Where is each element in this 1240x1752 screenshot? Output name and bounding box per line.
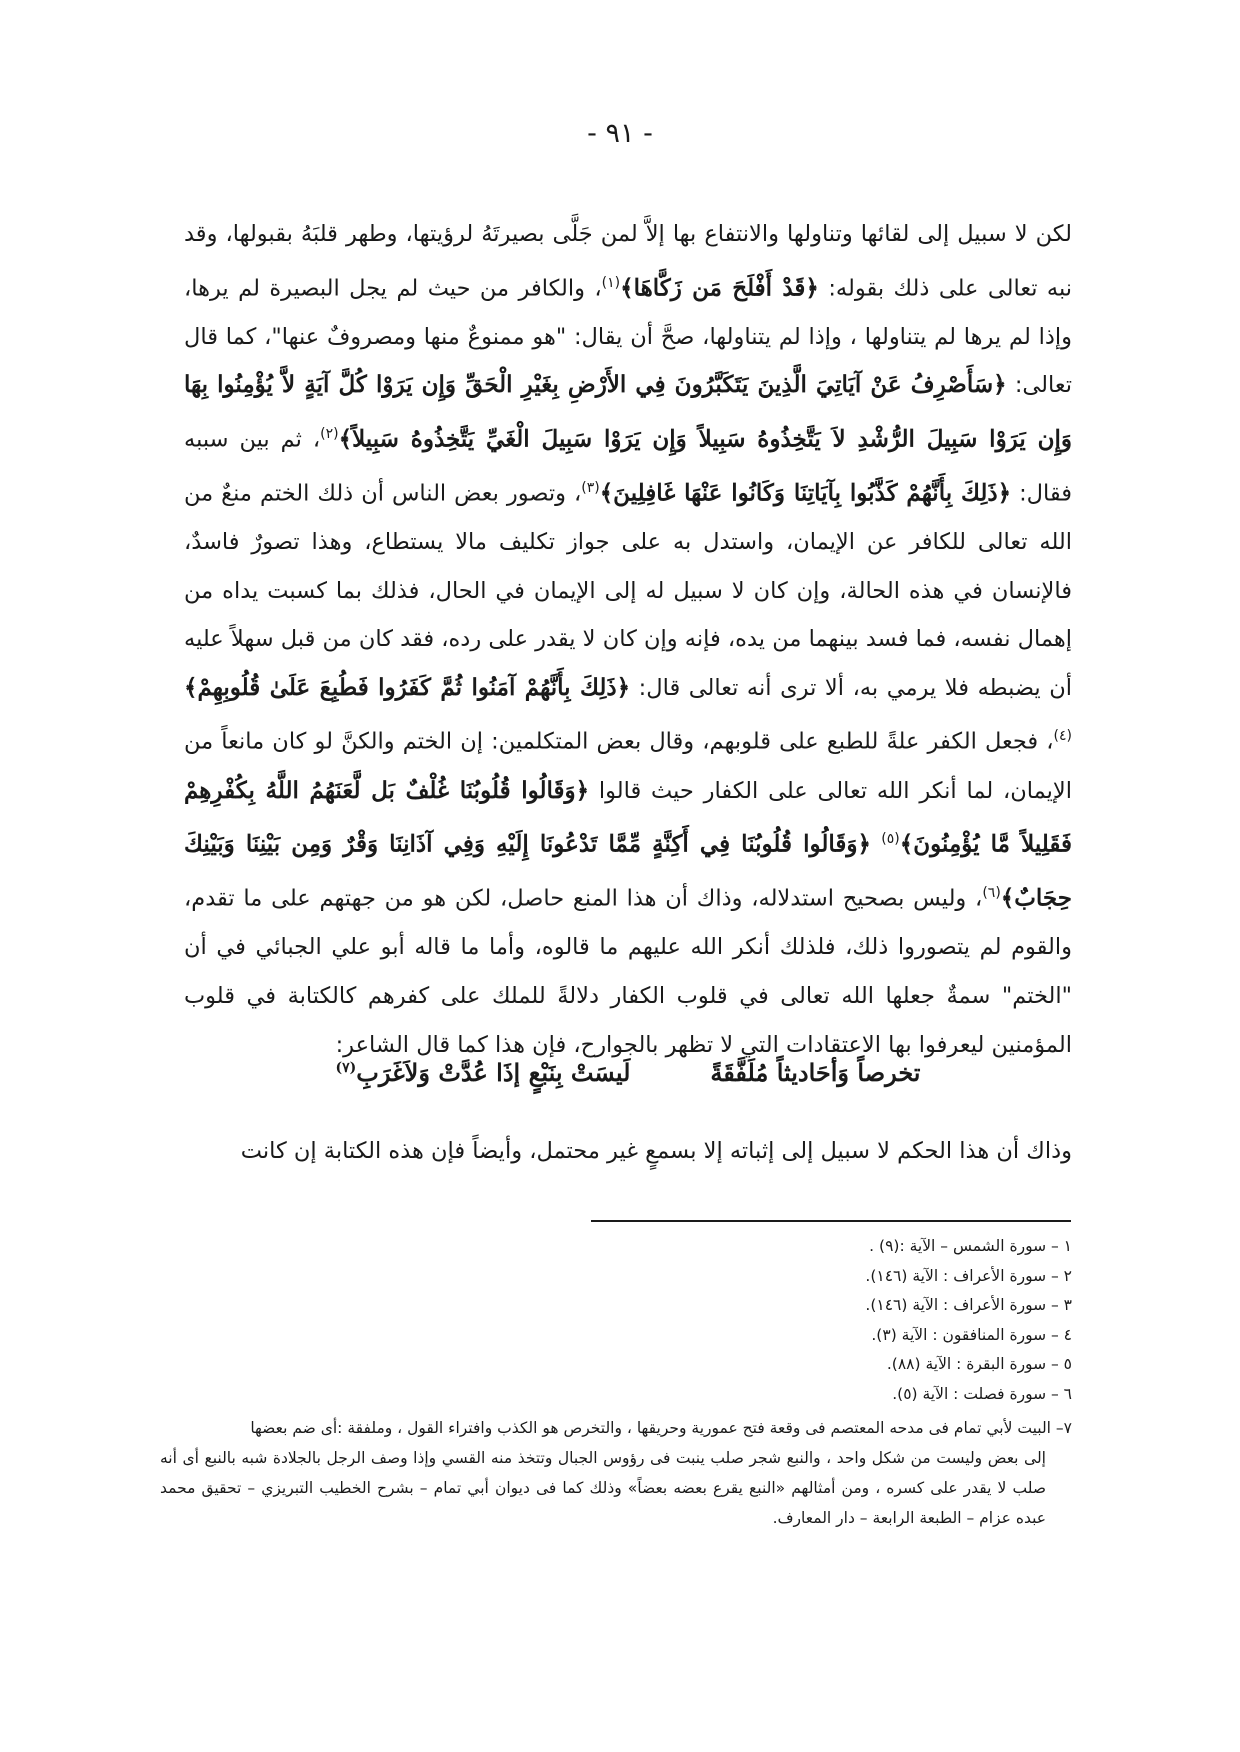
footnote-7-continuation: إلى بعض وليست من شكل واحد ، والنبع شجر صلب ينبت فى رؤوس الجبال وتتخذ منه القسي وإذا وصف الرجل بالجلادة شبه بالنبع أى أنه صلب لا يقدر على كسره ، ومن أمثالهم «النبع يقرع بعضه بعضاً» وذلك كما فى ديوان أبي تمام – بشرح الخطيب التبريزي – تحقيق محمد عبده عزام – الطبعة الرابعة – دار المعارف. xyxy=(160,1449,1046,1527)
poem-hemistich-first: تخرصاً وَأحَاديثاً مُلَفَّقَةً xyxy=(710,1058,921,1087)
page-number: - ٩١ - xyxy=(587,118,653,149)
continuation-line: وذاك أن هذا الحكم لا سبيل إلى إثباته إلا بسمعٍ غير محتمل، وأيضاً فإن هذه الكتابة إن كانت xyxy=(240,1138,1072,1164)
poem-couplet xyxy=(184,1058,1072,1087)
footnote-ref: (٢) xyxy=(320,425,339,442)
text-segment: ، وليس بصحيح استدلاله، وذاك أن هذا المنع حاصل، لكن هو من جهتهم على ما تقدم، والقوم لم يتصوروا ذلك، فلذلك أنكر الله عليهم ما قالوه، وأما ما قاله أبو علي الجبائي في أن "الختم" سمةٌ جعلها الله تعالى في قلوب الكفار دلالةً للملك على كفرهم كالكتابة في قلوب المؤمنين ليعرفوا بها الاعتقادات التي لا تظهر بالجوارح، فإن هذا كما قال الشاعر: xyxy=(184,885,1072,1058)
footnote-separator xyxy=(591,1220,1071,1222)
poem-hemistich-second-wrap xyxy=(336,1058,631,1087)
poem-hemistich-second: لَيسَتْ بِنَبْعٍ إذَا عُدَّتْ وَلاَغَرَبِ xyxy=(356,1058,631,1087)
text-segment: ، فجعل الكفر علةً للطبع على قلوبهم، وقال بعض المتكلمين: إن الختم والكنَّ لو كان مانعاً من الإيمان، لما أنكر الله تعالى على الكفار حيث قالوا xyxy=(184,728,1072,804)
footnotes xyxy=(160,1232,1072,1533)
quran-quote: ﴿وَقَالُوا قُلُوبُنَا فِي أَكِنَّةٍ مِّمَّا تَدْعُونَا إِلَيْهِ وَفِي آذَانِنَا وَقْرٌ وَمِن بَيْنِنَا وَبَيْنِكَ حِجَابٌ﴾ xyxy=(184,830,1072,912)
quran-quote: ﴿ذَلِكَ بِأَنَّهُمْ آمَنُوا ثُمَّ كَفَرُوا فَطُبِعَ عَلَىٰ قُلُوبِهِمْ﴾ xyxy=(184,673,631,701)
text-segment: ، والكافر من حيث لم يجل البصيرة لم يرها، وإذا لم يرها لم يتناولها ، وإذا لم يتناولها، صحَّ أن يقال: "هو ممنوعٌ منها ومصروفٌ عنها"، كما قال تعالى: xyxy=(184,275,1072,399)
footnote-item: ١ – سورة الشمس – الآية :(٩) . xyxy=(869,1237,1072,1255)
main-paragraph xyxy=(184,210,1072,1069)
footnote-item: ٦ – سورة فصلت : الآية (٥). xyxy=(892,1384,1072,1403)
footnote-7-first-line: ٧– البيت لأبي تمام فى مدحه المعتصم فى وقعة فتح عمورية وحريقها ، والتخرص هو الكذب وافتراء القول ، وملفقة :أى ضم بعضها xyxy=(250,1419,1072,1437)
footnote-item: ٥ – سورة البقرة : الآية (٨٨). xyxy=(886,1355,1072,1373)
quran-quote: ﴿ذَلِكَ بِأَنَّهُمْ كَذَّبُوا بِآيَاتِنَا وَكَانُوا عَنْهَا غَافِلِينَ﴾ xyxy=(599,479,1012,507)
footnote-ref: (٣) xyxy=(581,479,600,496)
footnote-item: ٤ – سورة المنافقون : الآية (٣). xyxy=(871,1325,1072,1344)
footnote-ref: (٥) xyxy=(881,831,900,848)
footnote-ref: (٦) xyxy=(982,885,1001,902)
footnote-item: ٢ – سورة الأعراف : الآية (١٤٦). xyxy=(865,1266,1072,1285)
text-segment: ، ثم بين سببه فقال: xyxy=(184,426,1072,507)
footnote-item: ٣ – سورة الأعراف : الآية (١٤٦). xyxy=(865,1296,1072,1314)
footnote-ref: (٤) xyxy=(1053,728,1072,745)
quran-quote: ﴿قَدْ أَفْلَحَ مَن زَكَّاهَا﴾ xyxy=(620,274,819,302)
footnote-ref: (١) xyxy=(601,274,621,291)
quran-quote: ﴿سَأَصْرِفُ عَنْ آيَاتِيَ الَّذِينَ يَتَكَبَّرُونَ فِي الأَرْضِ بِغَيْرِ الْحَقِّ وَإِن يَرَوْا كُلَّ آيَةٍ لاَّ يُؤْمِنُوا بِهَا وَإِن يَرَوْا سَبِيلَ الرُّشْدِ لاَ يَتَّخِذُوهُ سَبِيلاً وَإِن يَرَوْا سَبِيلَ الْغَيِّ يَتَّخِذُوهُ سَبِيلاً﴾ xyxy=(184,371,1072,453)
text-segment: ، وتصور بعض الناس أن ذلك الختم منعٌ من الله تعالى للكافر عن الإيمان، واستدل به على جواز تكليف مالا يستطاع، وهذا تصورٌ فاسدٌ، فالإنسان في هذه الحالة، وإن كان لا سبيل له إلى الإيمان في الحال، فذلك بما كسبت يداه من إهمال نفسه، فما فسد بينهما من يده، فإنه وإن كان لا يقدر على رده، فقد كان من قبل سهلاً عليه أن يضبطه فلا يرمي به، ألا ترى أنه تعالى قال: xyxy=(184,480,1072,701)
footnote-ref: (٧) xyxy=(335,1060,357,1076)
main-text xyxy=(184,210,1072,1069)
text-segment: لكن لا سبيل إلى لقائها وتناولها والانتفاع بها إلاَّ لمن جَلَّى بصيرتَهُ لرؤيتها، وطهر قلبَهُ بقبولها، وقد نبه تعالى على ذلك بقوله: xyxy=(184,221,1073,302)
quran-quote: ﴿وَقَالُوا قُلُوبُنَا غُلْفٌ بَل لَّعَنَهُمُ اللَّهُ بِكُفْرِهِمْ فَقَلِيلاً مَّا يُؤْمِنُونَ﴾ xyxy=(184,776,1073,858)
footnote-item-7 xyxy=(160,1413,1072,1533)
